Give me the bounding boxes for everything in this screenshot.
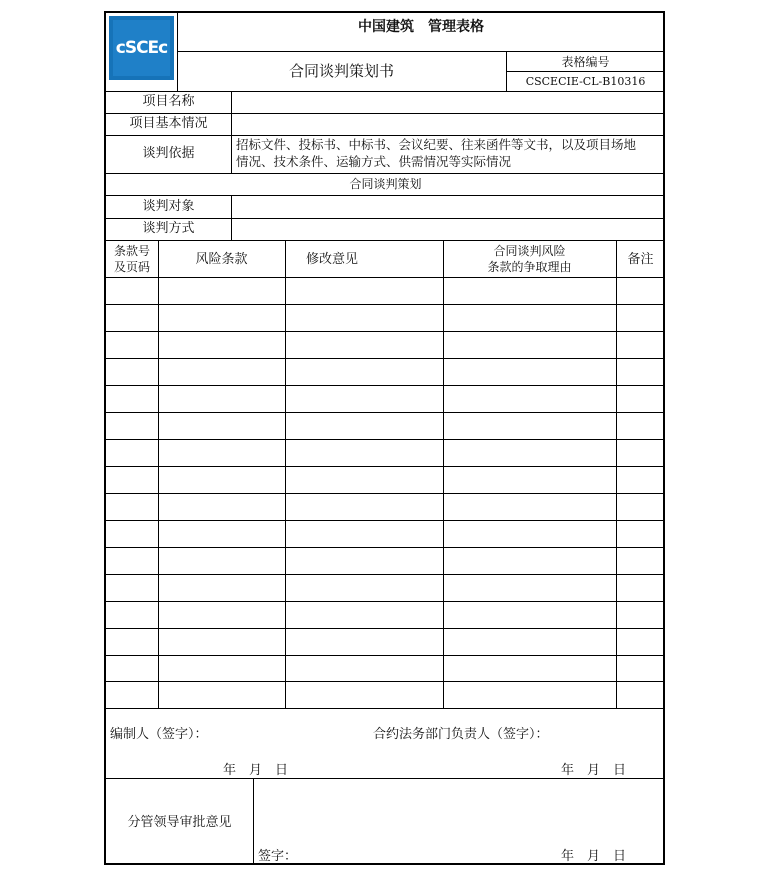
row-line bbox=[106, 135, 665, 136]
project-name-label: 项目名称 bbox=[142, 94, 195, 109]
col-revision: 修改意见 bbox=[306, 252, 359, 267]
form-code-value: CSCECIE-CL-B10316 bbox=[525, 75, 646, 88]
table-row-line bbox=[106, 412, 665, 413]
contract-negotiation-form bbox=[104, 11, 665, 865]
col-risk-clause: 风险条款 bbox=[195, 252, 248, 267]
negotiation-method-label: 谈判方式 bbox=[142, 221, 195, 236]
table-row-line bbox=[106, 385, 665, 386]
editor-date: 年 月 日 bbox=[223, 763, 289, 778]
header-divider bbox=[177, 51, 665, 52]
section-title: 合同谈判策划 bbox=[349, 177, 422, 191]
cscec-logo bbox=[109, 16, 174, 80]
table-row-line bbox=[106, 277, 665, 278]
table-row-line bbox=[106, 493, 665, 494]
company-heading: 中国建筑 管理表格 bbox=[358, 19, 484, 35]
table-row-line bbox=[106, 520, 665, 521]
form-title: 合同谈判策划书 bbox=[288, 62, 394, 80]
col-line bbox=[158, 240, 159, 708]
col-line bbox=[616, 240, 617, 708]
row-line bbox=[106, 240, 665, 241]
leader-approval-field[interactable] bbox=[254, 779, 665, 847]
leader-approval-label: 分管领导审批意见 bbox=[127, 815, 232, 830]
negotiation-target-label: 谈判对象 bbox=[142, 199, 195, 214]
project-info-field[interactable] bbox=[232, 114, 665, 135]
table-bottom-line bbox=[106, 708, 665, 709]
negotiation-basis-label: 谈判依据 bbox=[142, 146, 195, 161]
col-line bbox=[443, 240, 444, 708]
project-name-field[interactable] bbox=[232, 92, 665, 113]
table-row-line bbox=[106, 601, 665, 602]
negotiation-basis-line1: 招标文件、投标书、中标书、会议纪要、往来函件等文书，以及项目场地 bbox=[236, 137, 637, 152]
table-row-line bbox=[106, 358, 665, 359]
table-row-line bbox=[106, 547, 665, 548]
table-row-line bbox=[106, 466, 665, 467]
project-info-label: 项目基本情况 bbox=[129, 116, 208, 131]
row-line bbox=[106, 173, 665, 174]
negotiation-method-field[interactable] bbox=[232, 219, 665, 240]
logo-text: cSCEc bbox=[113, 20, 170, 76]
table-row-line bbox=[106, 439, 665, 440]
legal-head-signature-label: 合约法务部门负责人（签字）： bbox=[373, 727, 549, 742]
col-reason-line2: 条款的争取理由 bbox=[487, 260, 572, 274]
leader-signature-label: 签字： bbox=[258, 849, 298, 864]
table-row-line bbox=[106, 574, 665, 575]
table-row-line bbox=[106, 655, 665, 656]
code-row-divider bbox=[506, 71, 665, 72]
negotiation-basis-line2: 情况、技术条件、运输方式、供需情况等实际情况 bbox=[236, 154, 512, 169]
col-remark: 备注 bbox=[627, 252, 654, 267]
table-row-line bbox=[106, 304, 665, 305]
negotiation-target-field[interactable] bbox=[232, 196, 665, 218]
col-clause-line2: 及页码 bbox=[113, 260, 150, 274]
legal-head-date: 年 月 日 bbox=[561, 763, 627, 778]
editor-signature-label: 编制人（签字）： bbox=[110, 727, 208, 742]
leader-approval-date: 年 月 日 bbox=[561, 849, 627, 864]
table-row-line bbox=[106, 628, 665, 629]
col-clause-line1: 条款号 bbox=[113, 244, 150, 258]
col-reason-line1: 合同谈判风险 bbox=[493, 244, 566, 258]
col-line bbox=[285, 240, 286, 708]
table-row-line bbox=[106, 681, 665, 682]
table-row-line bbox=[106, 331, 665, 332]
form-code-label: 表格编号 bbox=[561, 55, 610, 69]
